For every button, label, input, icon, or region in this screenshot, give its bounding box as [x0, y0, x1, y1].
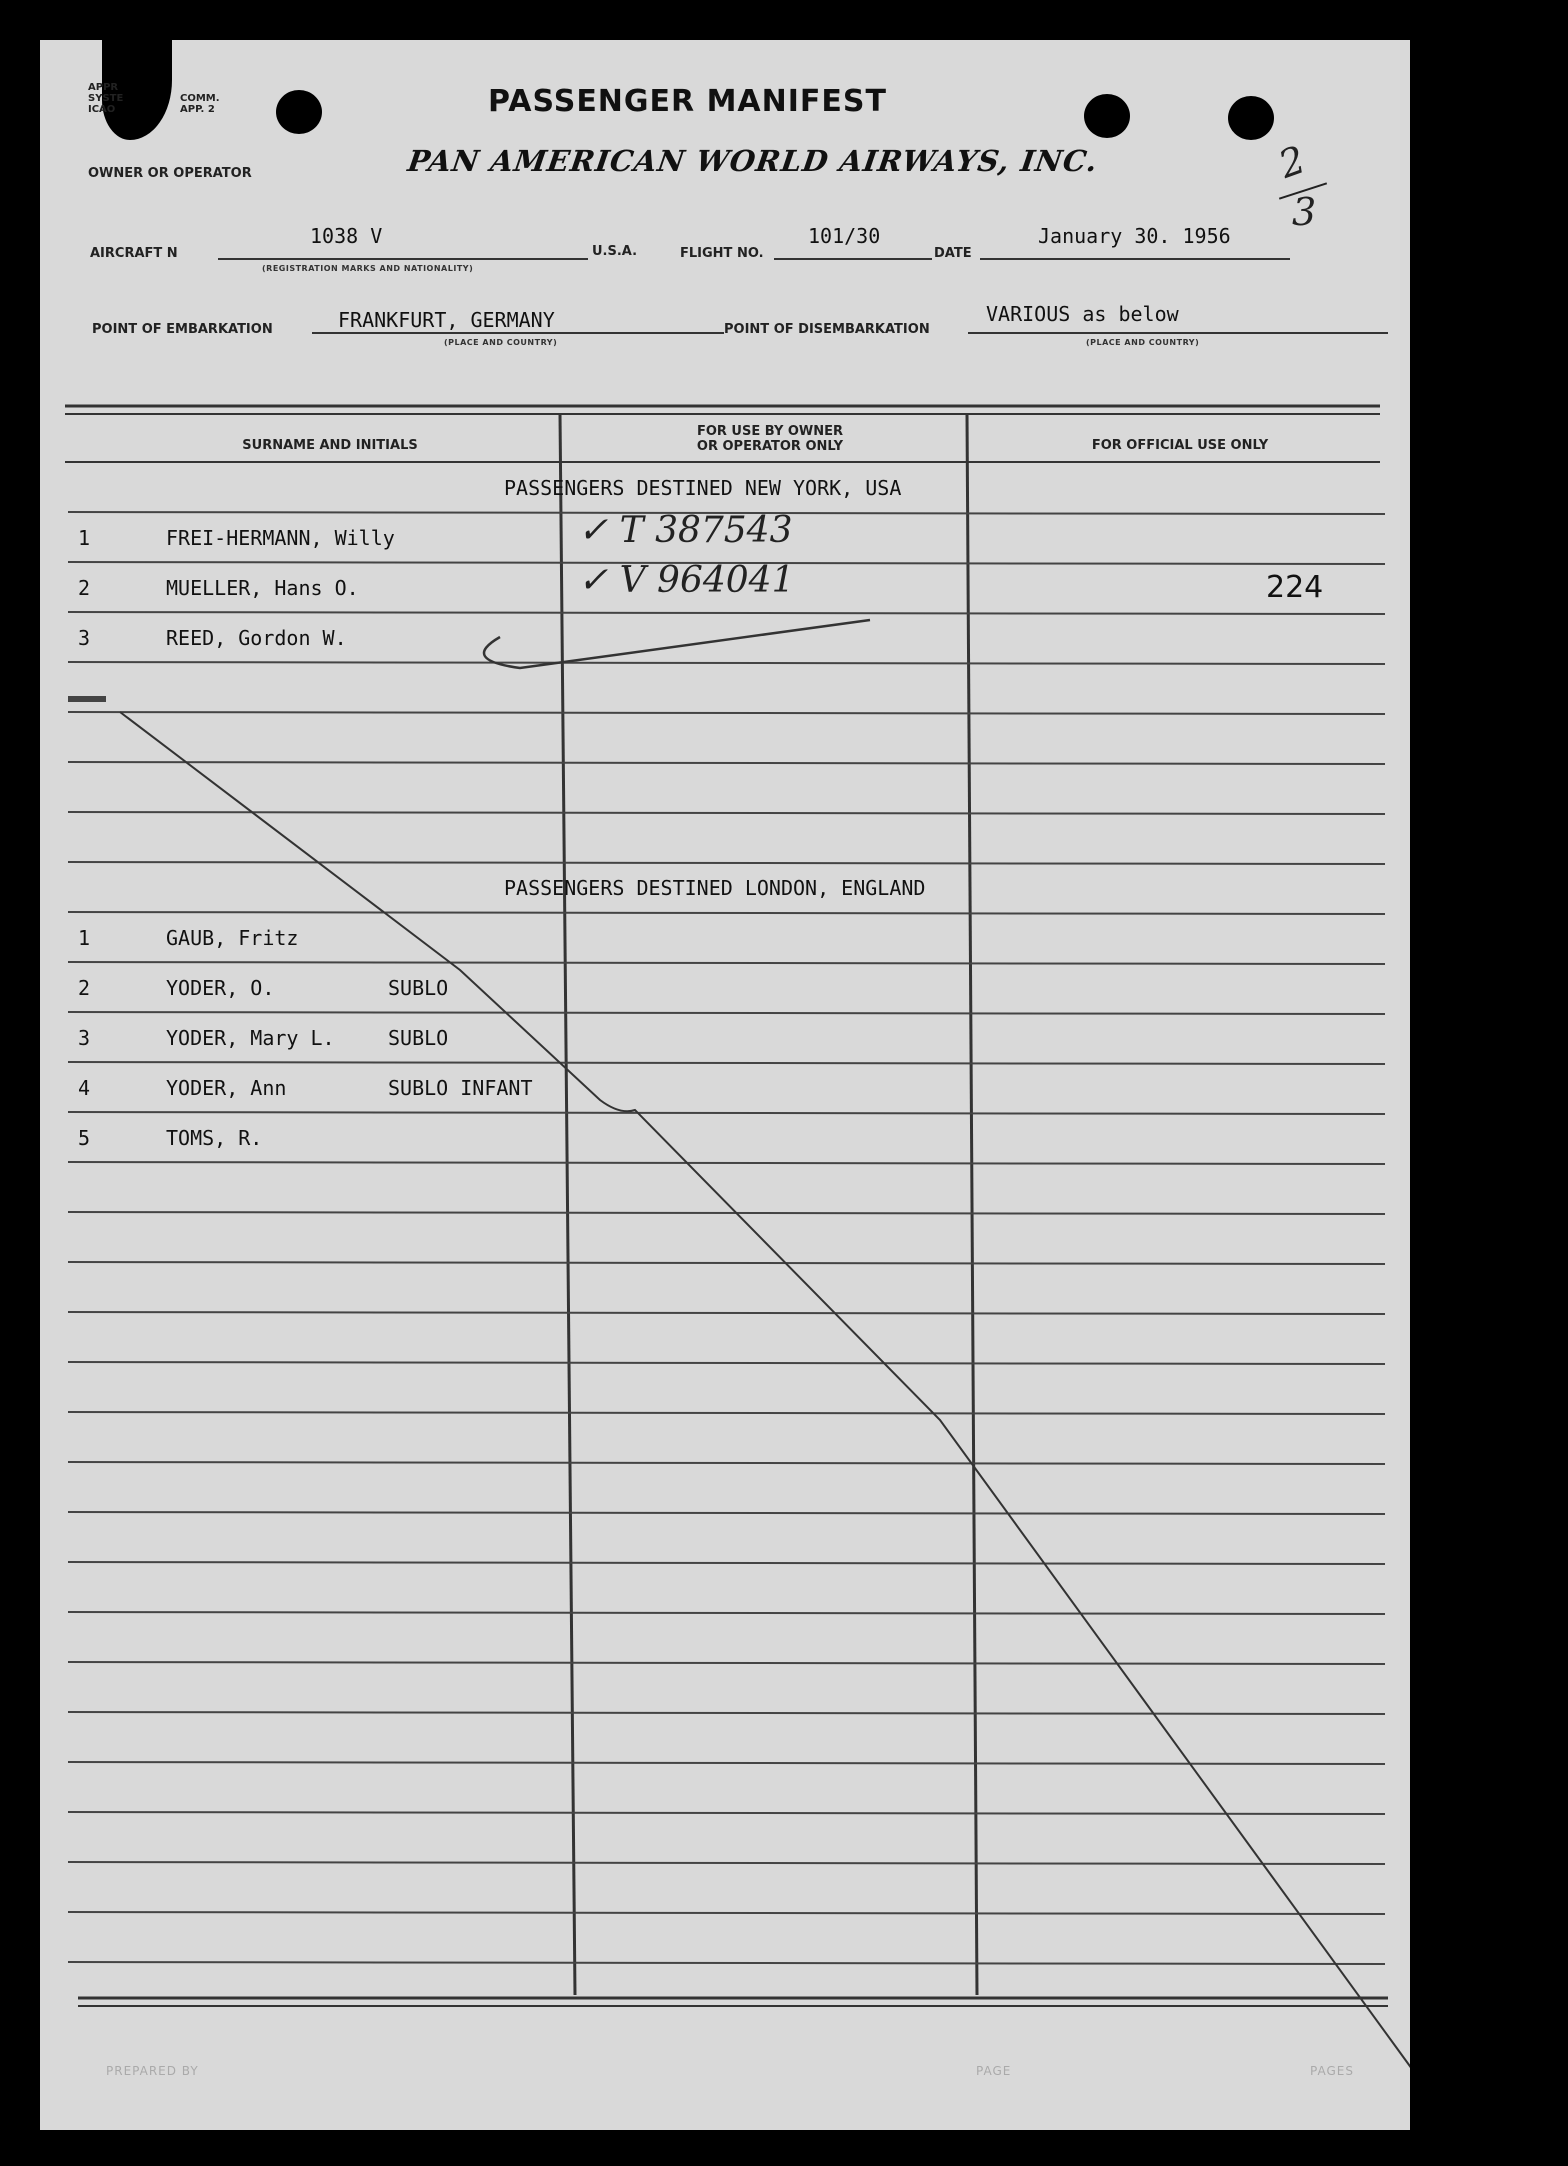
owner-use-line-1: FOR USE BY OWNER — [696, 424, 844, 439]
section-heading-london: PASSENGERS DESTINED LONDON, ENGLAND — [504, 876, 926, 900]
row-rule — [68, 1462, 1385, 1464]
corner-app: APP. 2 — [180, 104, 215, 115]
row-rule — [68, 1562, 1385, 1564]
section-heading-new-york: PASSENGERS DESTINED NEW YORK, USA — [504, 476, 902, 500]
date-underline — [980, 258, 1290, 260]
row-number: 2 — [78, 576, 91, 600]
embark-underline — [312, 332, 724, 334]
aircraft-value: 1038 V — [310, 224, 383, 248]
row-rule — [68, 962, 1385, 964]
row-rule — [68, 1362, 1385, 1364]
row-rule — [68, 1062, 1385, 1064]
punch-hole — [1228, 96, 1274, 140]
row-number: 4 — [78, 1076, 91, 1100]
owner-mark: ✓ V 964041 — [578, 560, 795, 601]
official-number: 224 — [1266, 570, 1324, 605]
column-header-owner-use — [600, 424, 940, 454]
prepared-by-label: PREPARED BY — [106, 2064, 199, 2078]
airline-name: PAN AMERICAN WORLD AIRWAYS, INC. — [405, 144, 1101, 178]
punch-hole — [1084, 94, 1130, 138]
row-rule — [68, 1012, 1385, 1014]
corner-text — [88, 82, 123, 115]
row-rule — [68, 1862, 1385, 1864]
disembark-label: POINT OF DISEMBARKATION — [724, 322, 930, 337]
owner-use-line-2: OR OPERATOR ONLY — [696, 439, 844, 454]
row-rule — [68, 1762, 1385, 1764]
column-header-official-use: FOR OFFICIAL USE ONLY — [1091, 438, 1269, 453]
passenger-name: YODER, O. — [166, 976, 275, 1000]
flight-underline — [774, 258, 932, 260]
disembark-underline — [968, 332, 1388, 334]
corner-line-2: SYSTE — [88, 93, 124, 104]
row-rule — [68, 1962, 1385, 1964]
row-rule — [68, 1412, 1385, 1414]
embark-value: FRANKFURT, GERMANY — [338, 308, 555, 332]
page-label: PAGE — [976, 2064, 1012, 2078]
row-rule — [68, 1612, 1385, 1614]
page-mark-bottom: 3 — [1292, 190, 1317, 234]
row-number: 1 — [78, 526, 91, 550]
row-rule — [68, 912, 1385, 914]
disembark-value: VARIOUS as below — [986, 302, 1179, 326]
pages-label: PAGES — [1310, 2064, 1354, 2078]
owner-mark: ✓ T 387543 — [578, 510, 793, 551]
row-number: 1 — [78, 926, 91, 950]
corner-line-1: APPR — [88, 82, 119, 93]
disembark-caption: (PLACE AND COUNTRY) — [1086, 338, 1200, 347]
registration-caption: (REGISTRATION MARKS AND NATIONALITY) — [262, 264, 474, 273]
row-rule — [68, 812, 1385, 814]
row-rule — [68, 1812, 1385, 1814]
row-rule — [68, 1112, 1385, 1114]
row-number: 5 — [78, 1126, 91, 1150]
row-rule — [68, 1312, 1385, 1314]
flight-label: FLIGHT NO. — [680, 246, 764, 261]
passenger-note: SUBLO — [388, 1026, 449, 1050]
passenger-name: YODER, Ann — [166, 1076, 287, 1100]
corner-line-3: ICAO — [88, 104, 116, 115]
owner-label: OWNER OR OPERATOR — [88, 166, 252, 181]
embark-caption: (PLACE AND COUNTRY) — [444, 338, 558, 347]
flight-value: 101/30 — [808, 224, 881, 248]
page-title: PASSENGER MANIFEST — [488, 84, 887, 119]
passenger-name: MUELLER, Hans O. — [166, 576, 359, 600]
row-rule — [68, 1712, 1385, 1714]
row-number: 3 — [78, 1026, 91, 1050]
aircraft-label: AIRCRAFT N — [90, 246, 178, 261]
row-rule — [68, 662, 1385, 664]
row-number: 2 — [78, 976, 91, 1000]
corner-comm: COMM. — [180, 93, 220, 104]
row-rule — [68, 612, 1385, 614]
row-number: 3 — [78, 626, 91, 650]
passenger-note: SUBLO — [388, 976, 449, 1000]
punch-hole — [276, 90, 322, 134]
row-rule — [68, 862, 1385, 864]
usa-label: U.S.A. — [592, 244, 638, 259]
passenger-name: TOMS, R. — [166, 1126, 263, 1150]
embark-label: POINT OF EMBARKATION — [92, 322, 273, 337]
row-rule — [68, 762, 1385, 764]
row-rule — [68, 1162, 1385, 1164]
page-mark-top: 2 — [1273, 137, 1311, 187]
passenger-name: GAUB, Fritz — [166, 926, 299, 950]
aircraft-underline — [218, 258, 588, 260]
manifest-sheet — [40, 40, 1410, 2130]
passenger-name: YODER, Mary L. — [166, 1026, 335, 1050]
passenger-name: FREI-HERMANN, Willy — [166, 526, 395, 550]
date-value: January 30. 1956 — [1038, 224, 1231, 248]
row-rule — [68, 1262, 1385, 1264]
passenger-note: SUBLO INFANT — [388, 1076, 533, 1100]
row-rule — [68, 1212, 1385, 1214]
passenger-name: REED, Gordon W. — [166, 626, 347, 650]
column-header-surname: SURNAME AND INITIALS — [242, 438, 418, 453]
row-rule — [68, 1912, 1385, 1914]
row-rule — [68, 1512, 1385, 1514]
date-label: DATE — [934, 246, 972, 261]
row-rule — [68, 712, 1385, 714]
row-rule — [68, 1662, 1385, 1664]
